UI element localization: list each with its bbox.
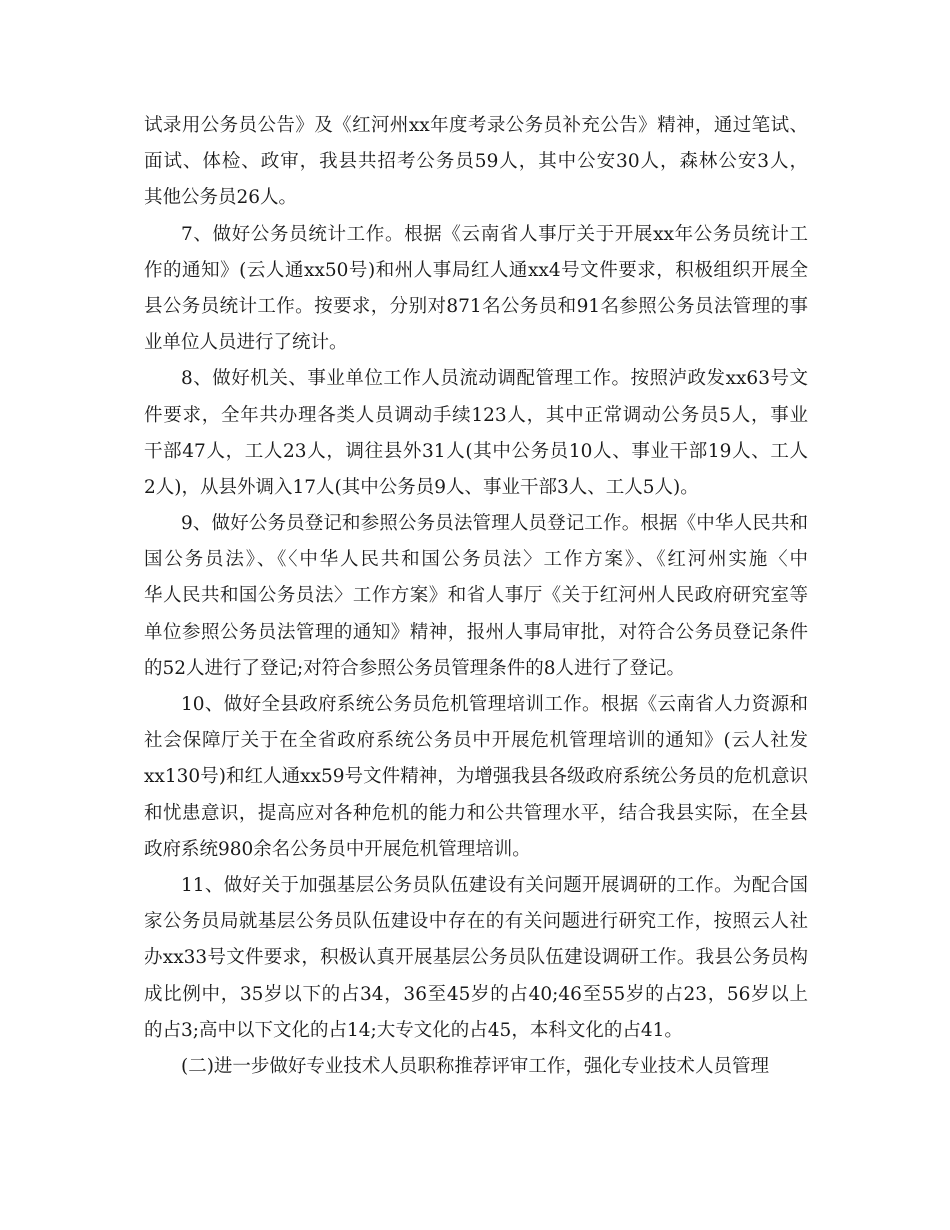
text-line: 华人民共和国公务员法〉工作方案》和省人事厅《关于红河州人民政府研究室等: [144, 585, 808, 607]
text-line: xx130号)和红人通xx59号文件精神，为增强我县各级政府系统公务员的危机意识: [144, 766, 808, 788]
document-body: [144, 108, 808, 1085]
text-line: 11、做好关于加强基层公务员队伍建设有关问题开展调研的工作。为配合国: [181, 874, 808, 896]
text-line: 7、做好公务员统计工作。根据《云南省人事厅关于开展xx年公务员统计工: [181, 223, 808, 245]
text-line: 单位参照公务员法管理的通知》精神，报州人事局审批，对符合公务员登记条件: [144, 621, 808, 643]
text-line: 8、做好机关、事业单位工作人员流动调配管理工作。按照泸政发xx63号文: [181, 368, 808, 390]
text-line: 作的通知》(云人通xx50号)和州人事局红人通xx4号文件要求，积极组织开展全: [144, 259, 808, 281]
text-line: 的占3;高中以下文化的占14;大专文化的占45，本科文化的占41。: [144, 1019, 683, 1041]
text-line: 其他公务员26人。: [144, 187, 298, 209]
text-line: 件要求，全年共办理各类人员调动手续123人，其中正常调动公务员5人，事业: [144, 404, 808, 426]
text-line: 9、做好公务员登记和参照公务员法管理人员登记工作。根据《中华人民共和: [181, 513, 808, 535]
text-line: 的52人进行了登记;对符合参照公务员管理条件的8人进行了登记。: [144, 657, 686, 679]
text-line: 家公务员局就基层公务员队伍建设中存在的有关问题进行研究工作，按照云人社: [144, 911, 808, 933]
text-line: 业单位人员进行了统计。: [144, 332, 348, 354]
text-line: 办xx33号文件要求，积极认真开展基层公务员队伍建设调研工作。我县公务员构: [144, 947, 808, 969]
text-line: 试录用公务员公告》及《红河州xx年度考录公务员补充公告》精神，通过笔试、: [144, 115, 808, 136]
text-line: 10、做好全县政府系统公务员危机管理培训工作。根据《云南省人力资源和: [181, 694, 808, 715]
text-line: 成比例中，35岁以下的占34，36至45岁的占40;46至55岁的占23，56岁以上: [144, 983, 808, 1005]
text-line: 干部47人，工人23人，调往县外31人(其中公务员10人、事业干部19人、工人: [144, 440, 808, 462]
text-line: 2人)，从县外调入17人(其中公务员9人、事业干部3人、工人5人)。: [144, 476, 699, 498]
text-line: 国公务员法》、《〈中华人民共和国公务员法〉工作方案》、《红河州实施〈中: [144, 549, 808, 571]
text-line: 政府系统980余名公务员中开展危机管理培训。: [144, 838, 531, 860]
text-line: 和忧患意识，提高应对各种危机的能力和公共管理水平，结合我县实际，在全县: [144, 802, 808, 824]
text-line: 面试、体检、政审，我县共招考公务员59人，其中公安30人，森林公安3人，: [144, 151, 808, 173]
text-line: (二)进一步做好专业技术人员职称推荐评审工作，强化专业技术人员管理: [181, 1055, 769, 1077]
text-line: 社会保障厅关于在全省政府系统公务员中开展危机管理培训的通知》(云人社发: [144, 730, 808, 752]
text-line: 县公务员统计工作。按要求，分别对871名公务员和91名参照公务员法管理的事: [144, 295, 808, 317]
